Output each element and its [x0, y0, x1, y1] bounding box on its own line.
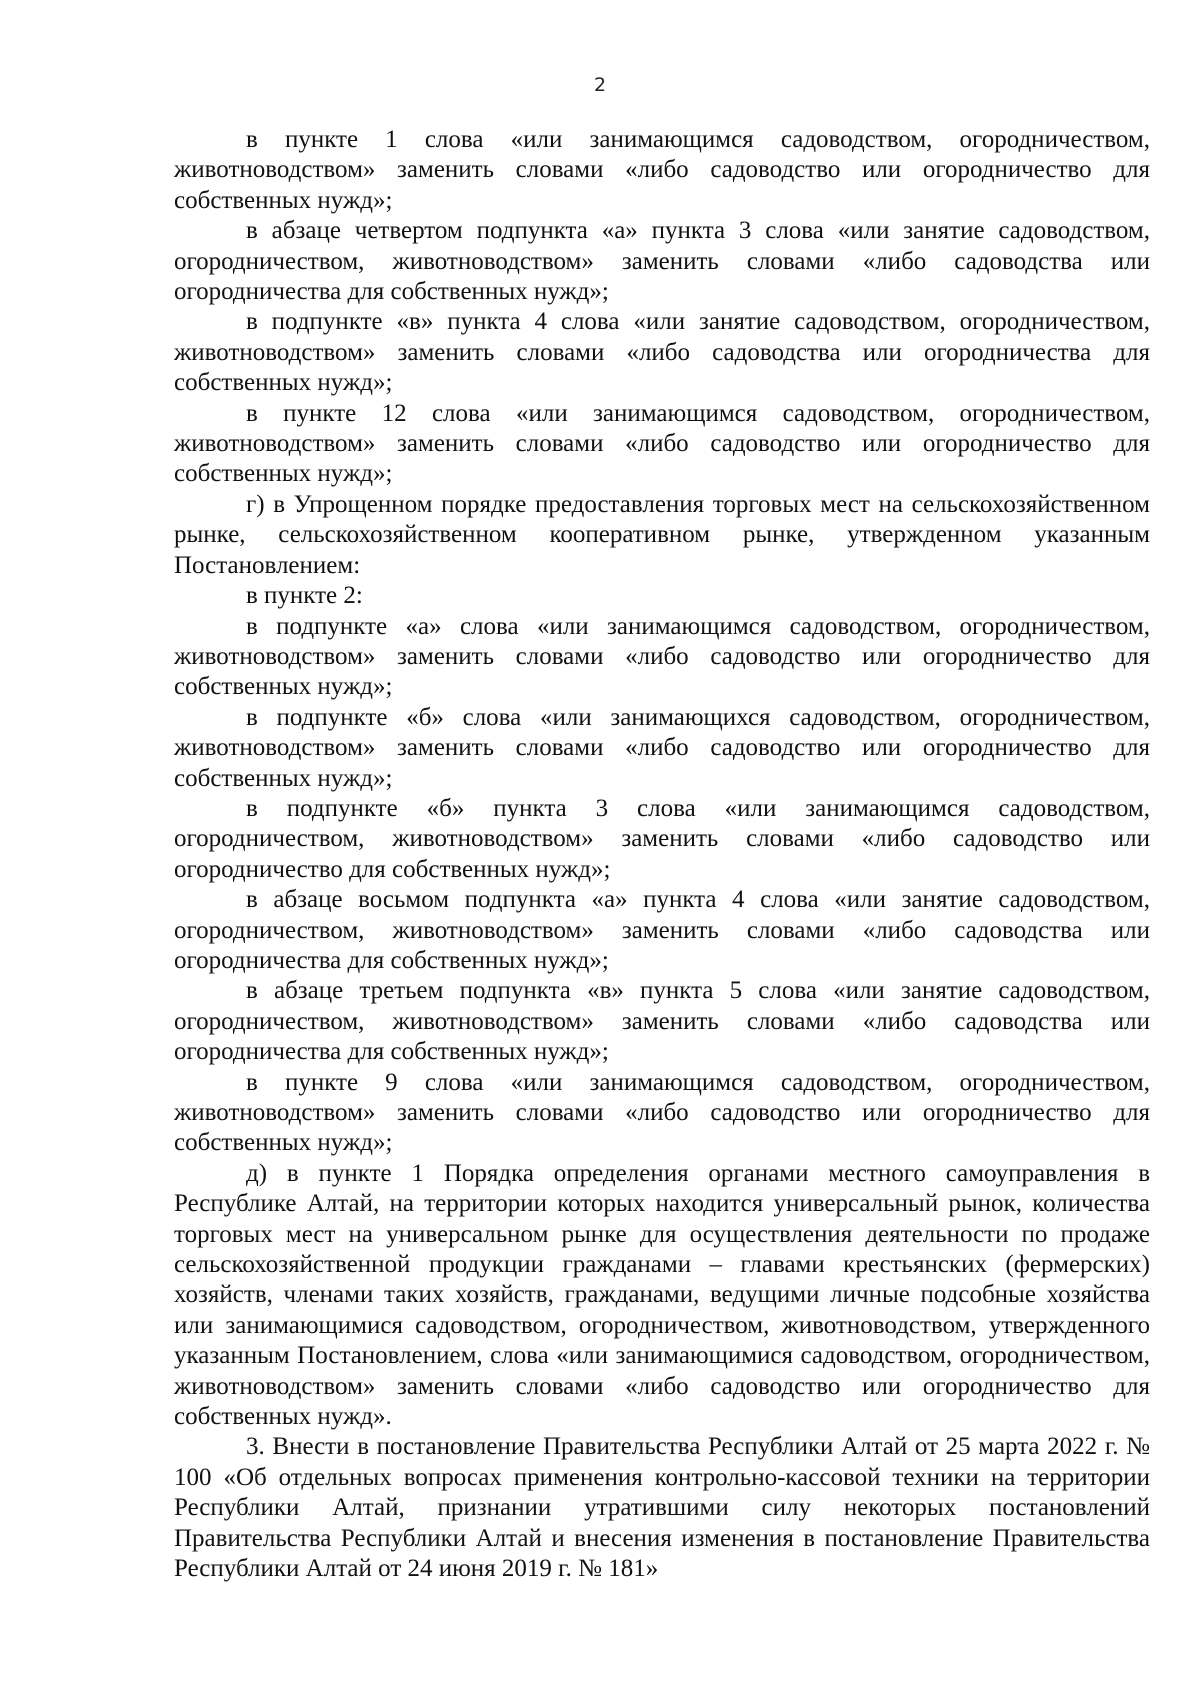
- paragraph: г) в Упрощенном порядке предоставления торговых мест на сельскохозяйственном рынке, сельскохозяйственном кооперативном рынке, утвержденном указанным Постановлением:: [174, 490, 1150, 579]
- paragraph: в пункте 2:: [246, 582, 363, 610]
- paragraph: в абзаце четвертом подпункта «а» пункта 3 слова «или занятие садоводством, огородничеством, животноводством» заменить словами «либо садоводства или огородничества для собственных нужд»;: [174, 217, 1150, 306]
- paragraph: в пункте 12 слова «или занимающимся садоводством, огородничеством, животноводством» заменить словами «либо садоводство или огородничество для собственных нужд»;: [174, 399, 1150, 488]
- paragraph: в подпункте «б» пункта 3 слова «или занимающимся садоводством, огородничеством, животноводством» заменить словами «либо садоводство или огородничество для собственных нужд»;: [174, 794, 1150, 883]
- paragraph: в абзаце третьем подпункта «в» пункта 5 слова «или занятие садоводством, огородничеством, животноводством» заменить словами «либо садоводства или огородничества для собственных нужд»;: [174, 977, 1150, 1066]
- page-number: 2: [593, 74, 607, 96]
- paragraph: в подпункте «в» пункта 4 слова «или занятие садоводством, огородничеством, животноводством» заменить словами «либо садоводства или огородничества для собственных нужд»;: [174, 308, 1150, 397]
- paragraph: в пункте 1 слова «или занимающимся садоводством, огородничеством, животноводством» заменить словами «либо садоводство или огородничество для собственных нужд»;: [174, 126, 1150, 214]
- paragraph: в пункте 9 слова «или занимающимся садоводством, огородничеством, животноводством» заменить словами «либо садоводство или огородничество для собственных нужд»;: [174, 1068, 1150, 1157]
- paragraph: в подпункте «а» слова «или занимающимся садоводством, огородничеством, животноводством» заменить словами «либо садоводство или огородничество для собственных нужд»;: [174, 612, 1150, 701]
- document-body: [174, 125, 1150, 1585]
- paragraph: 3. Внести в постановление Правительства Республики Алтай от 25 марта 2022 г. № 100 «Об отдельных вопросах применения контрольно-кассовой техники на территории Республики Алтай, признании утратившими силу некоторых постановлений Правительства Республики Алтай и внесения изменения в постановление Правительства Республики Алтай от 24 июня 2019 г. № 181»: [174, 1433, 1150, 1583]
- paragraph: в абзаце восьмом подпункта «а» пункта 4 слова «или занятие садоводством, огородничеством, животноводством» заменить словами «либо садоводства или огородничества для собственных нужд»;: [174, 886, 1150, 974]
- paragraph: в подпункте «б» слова «или занимающихся садоводством, огородничеством, животноводством» заменить словами «либо садоводство или огородничество для собственных нужд»;: [174, 703, 1150, 792]
- paragraph: д) в пункте 1 Порядка определения органами местного самоуправления в Республике Алтай, на территории которых находится универсальный рынок, количества торговых мест на универсальном рынке для осуществления деятельности по продаже сельскохозяйственной продукции гражданами – главами крестьянских (фермерских) хозяйств, членами таких хозяйств, гражданами, ведущими личные подсобные хозяйства или занимающимися садоводством, огородничеством, животноводством, утвержденного указанным Постановлением, слова «или занимающимися садоводством, огородничеством, животноводством» заменить словами «либо садоводство или огородничество для собственных нужд».: [174, 1159, 1150, 1431]
